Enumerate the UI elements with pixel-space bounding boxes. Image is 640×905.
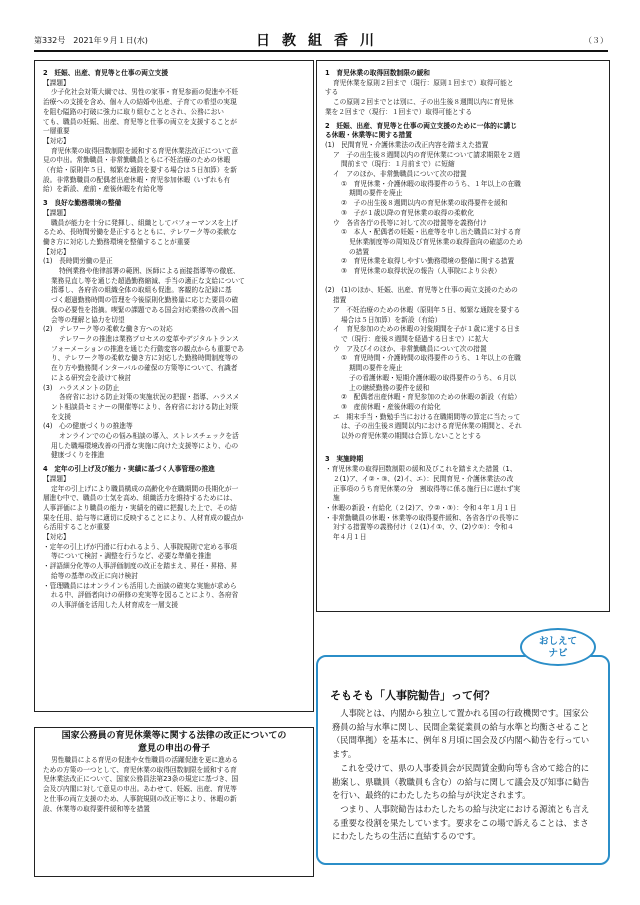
explainer-question: そもそも「人事院勧告」って何？ [330,689,495,702]
text-line: る休暇・休業等に関する措置 [325,131,412,140]
text-line: ア 不妊治療のための休暇（原則年５日、頻繁な通院を要する [333,305,521,314]
text-line: 見の申出。常勤職員・非常勤職員ともに不妊治療のための休暇 [43,156,231,165]
text-line: (1) 民間育児・介護休業法の改正内容を踏まえた措置 [325,140,489,149]
text-line: づく超過勤務時間の管理を今後原則化勤務量に応じた要員の確 [51,296,239,305]
text-line: 児休業法改正について、国家公務員法第23条の規定に基づき、国 [43,775,239,784]
text-line: ・評語細分化等の人事評価制度の改正を踏まえ、昇任・昇格、昇 [43,562,238,571]
text-line: フォーメーションの推進を通じた行動変容の観点からも重要であ [51,344,244,353]
text-line: 特例業務や他律部署の範囲、医師による面接指導等の徹底、 [59,267,240,276]
text-line: の人事評価を活用した人材育成を一層支援 [51,600,179,609]
explainer-box [316,655,610,865]
text-line: 【課題】 [43,474,70,483]
text-line: 3 実施時期 [325,455,364,464]
text-line: 【対応】 [43,533,70,542]
text-line: 果を任用、給与等に適切に反映することにより、人材育成の観点か [43,513,244,522]
text-line: する [325,88,339,97]
text-line: 1 育児休業の取得回数制限の緩和 [325,69,430,77]
text-line: 育児休業を原則２回まで（現行：原則１回まで）取得可能と [333,78,514,87]
text-line: ・管理職員にはオンラインも活用した面談の確実な実施が求めら [43,581,237,590]
text-line: 2 妊娠、出産、育児等と仕事の両立支援のために一体的に講じ [325,121,517,130]
text-line: ① 育児休業・介護休暇の取得要件のうち、１年以上の在職 [341,179,521,188]
text-line: ント相談員セミナーの開催等により、各府省における防止対策 [51,402,239,411]
text-line: 人事評価により職員の能力・実績を的確に把握した上で、その結 [43,503,237,512]
text-line: イ アのほか、非常勤職員について次の措置 [333,170,467,179]
text-line: ら活用することが重要 [43,523,110,532]
text-line: (1) 長時間労働の是正 [43,257,113,266]
text-line: 【対応】 [43,136,70,145]
text-line: 保の必要性を指摘。喫緊の課題である国会対応業務の改善へ国 [51,305,239,314]
text-line: エ 期末手当・勤勉手当における在職期間等の算定に当たって [333,412,521,421]
text-line: は、子の出生後８週間以内における育児休業の期間と、それ [341,422,522,431]
text-line: 業を２回まで（現行：１回まで）取得可能とする [325,107,473,116]
text-line: 健康づくりを推進 [51,451,105,460]
text-line: (2) テレワーク等の柔軟な働き方への対応 [43,325,173,334]
text-line: 期間の要件を廃止 [349,189,403,198]
text-line: 用した職場環境改善の円滑な実施に向けた支援等により、心の [51,441,239,450]
text-line: 4 定年の引上げ及び能力・実績に基づく人事管理の推進 [43,465,215,474]
text-line: 設。非常勤職員の配偶者出産休暇・育児参加休暇（いずれも有 [43,175,231,184]
text-line: ための方策の一つとして、育児休業の取得回数制限を緩和する育 [43,765,237,774]
text-line: ③ 産前休暇・産後休暇の有給化 [341,402,441,411]
text-line: の措置 [349,247,370,256]
text-line: 治療への支援を含め、個々人の結婚や出産、子育ての希望の実現 [43,98,237,107]
text-line: (2) (1)のほか、妊娠、出産、育児等と仕事の両立支援のための [325,286,518,295]
text-line: (3) ハラスメントの防止 [43,383,120,392]
text-line: 少子化社会対策大綱では、男性の家事・育児参画の促進や不妊 [51,88,239,97]
text-line: オンラインでの心の悩み相談の導入、ストレスチェックを活 [59,432,239,441]
text-line: り、テレワーク等の柔軟な働き方に対応した勤務時間制度等の [51,354,239,363]
law-amendment-title-line2: 意見の申出の骨子 [137,744,210,754]
text-line: ・育児休業の取得回数制限の緩和及びこれを踏まえた措置（1、 [325,465,517,474]
text-line: による研究会を設けて検討 [51,373,132,382]
text-line: 定年の引上げにより職員構成の高齢化や在職期間の長期化が一 [51,484,239,493]
explainer-paragraph: つまり、人事院勧告はわたしたちの給与決定における源流とも言える重要な役割を果たしています。要求をこの場で訴えることは、まさにわたしたちの生活に直結するのです。 [332,803,590,842]
text-line [325,277,601,287]
text-line: 会等の理解と協力を切望 [51,315,125,324]
newspaper-title: 日教組香川 [256,33,386,49]
text-line: ① 育児時間・介護時間の取得要件のうち、１年以上の在職 [341,354,521,363]
text-line: ② 配偶者出産休暇・育児参加のための休暇の新設（有給） [341,393,521,402]
text-line: を支援 [51,412,72,421]
law-amendment-box [34,727,314,877]
right-article-box [316,60,610,612]
text-line: 給等の基準の改正に向け検討 [51,571,138,580]
text-line: を阻む隘路の打破に強力に取り組むこととされ、公務におい [43,107,224,116]
badge-line2: ナビ [548,648,568,659]
text-line: ② 育児休業を取得しやすい勤務環境の整備に関する措置 [341,257,515,266]
text-line: 会及び内閣に対して意見の申出。あわせて、妊娠、出産、育児等 [43,785,237,794]
text-line: 期間の要件を廃止 [349,364,403,373]
page-number: （３） [584,36,608,45]
text-line: れる中、評価者向けの研修の充実等を図ることにより、各府省 [51,591,239,600]
text-line: 一層重要 [43,127,70,136]
text-line: 【対応】 [43,247,70,256]
text-line: 【課題】 [43,208,70,217]
law-amendment-body [43,756,305,814]
text-line: ア 子の出生後８週間以内の育児休業について請求期限を２週 [333,150,521,159]
text-line: 2 妊娠、出産、育児等と仕事の両立支援 [43,69,169,77]
text-line: るため、長時間労働を是正するとともに、テレワーク等の柔軟な [43,228,237,237]
text-line: ① 本人・配偶者の妊娠・出産等を申し出た職員に対する育 [341,228,521,237]
text-line: 年４月１日 [333,533,367,542]
text-line: ウ ア及びイのほか、非常勤職員について次の措置 [333,344,487,353]
text-line: ２(1)ア、イ②・③、(2)イ、エ）：民間育児・介護休業法の改 [333,474,514,483]
text-line: 職員が能力を十分に発揮し、組織としてパフォーマンスを上げ [51,218,238,227]
text-line: ③ 子が１歳以降の育児休業の取得の柔軟化 [341,208,475,217]
text-line: と仕事の両立支援のため、人事院規則の改正等により、休暇の新 [43,794,237,803]
text-line: 育児休業の取得回数制限を緩和する育児休業法改正について意 [51,146,239,155]
badge-line1: おしえて [538,636,577,647]
right-article-body [325,69,601,543]
text-line: 層進む中で、職員の士気を高め、組織活力を維持するためには、 [43,494,237,503]
law-amendment-title-line1: 国家公務員の育児休業等に関する法律の改正についての [61,731,287,741]
text-line: 場合は５日加算）を新設（有給） [341,315,442,324]
text-line: 男性職員による育児の促進や女性職員の活躍促進を更に進める [51,756,239,764]
text-line: で（現行：産後８週間を経過する日まで）に拡大 [341,334,489,343]
text-line: テレワークの推進は業務プロセスの変革やデジタルトランス [59,334,239,343]
text-line: ・休暇の新設・有給化（２(2)ア、ウ②・③）：令和４年１月１日 [325,503,517,512]
text-line: 3 良好な勤務環境の整備 [43,199,122,208]
text-line: （有給・原則年５日、頻繁な通院を要する場合は５日加算）を新 [43,166,237,175]
text-line: 正事項のうち育児休業の分 割取得等に係る施行日に遅れず実 [333,484,521,493]
text-line: 【課題】 [43,78,70,87]
text-line: ても、職員の妊娠、出産、育児等と仕事の両立を支援することが [43,117,237,126]
text-line: 上の継続勤務の要件を緩和 [349,383,430,392]
text-line: 給）を新設、産前・産後休暇を有給化等 [43,185,164,194]
text-line: 働き方に対応した勤務環境を整備することが重要 [43,237,191,246]
text-line: ウ 各省各庁の長等に対して次の措置等を義務付け [333,218,487,227]
text-line: ・非常勤職員の休暇・休業等の取得要件緩和、各省各庁の長等に [325,513,519,522]
text-line: 措置 [333,296,347,305]
text-line: 間前まで（現行：１月前まで）に短縮 [341,160,455,169]
oshiete-navi-badge [520,628,596,666]
text-line: ・定年の引上げが円滑に行われるよう、人事院規則で定める事項 [43,542,237,551]
text-line: 設、休業等の取得要件緩和等を措置 [43,804,150,813]
page-header [34,30,608,52]
text-line: 以外の育児休業の期間は合算しないこととする [341,432,482,441]
explainer-body [332,707,596,844]
left-article-box [34,60,314,712]
text-line [325,442,601,452]
text-line: 施 [333,494,340,503]
text-line: 在り方や勤務間インターバルの確保の方策等について、有識者 [51,364,238,373]
explainer-paragraph: 人事院とは、内閣から独立して置かれる国の行政機関です。国家公務員の給与水準に関し、民間企業従業員の給与水準と均衡させること（民間準拠）を基本に、例年８月頃に国会及び内閣へ勧告を行っています。 [332,708,590,760]
text-line: 指導し、各府省の組織全体の取組も促進。客観的な記録に基 [51,286,232,295]
text-line: 対する措置等の義務付け（２(1)イ①、ウ、(2)ウ①）：令和４ [333,523,514,532]
issue-date: 第332号 2021年９月１日(水) [34,36,148,45]
text-line: 各府省における防止対策の実施状況の把握・指導、ハラスメ [59,393,240,402]
text-line: ② 子の出生後８週間以内の育児休業の取得要件を緩和 [341,199,508,208]
text-line: 等について検討・調整を行うなど、必要な準備を推進 [51,552,212,561]
left-article-body [43,69,305,611]
text-line: (4) 心の健康づくりの推進等 [43,422,133,431]
text-line: この原則２回までとは別に、子の出生後８週間以内に育児休 [333,98,514,107]
text-line: 業務見直し等を通じた超過勤務縮減、手当の適正な支給について [51,276,245,285]
explainer-paragraph: これを受けて、県の人事委員会が民間賃金動向等も含めて総合的に勘案し、県職員（教職員も含む）の給与に関して議会及び知事に勧告を行い、最終的にわたしたちの給与が決定されます。 [332,762,590,801]
text-line: 児休業制度等の周知及び育児休業の取得意向の確認のため [349,237,523,246]
text-line: 子の看護休暇・短期介護休暇の取得要件のうち、６月以 [349,373,517,382]
law-amendment-title [43,730,305,756]
text-line: ③ 育児休業の取得状況の報告（人事院により公表） [341,267,501,276]
text-line: イ 育児参加のための休暇の対象期間を子が１歳に達する日ま [333,325,521,334]
